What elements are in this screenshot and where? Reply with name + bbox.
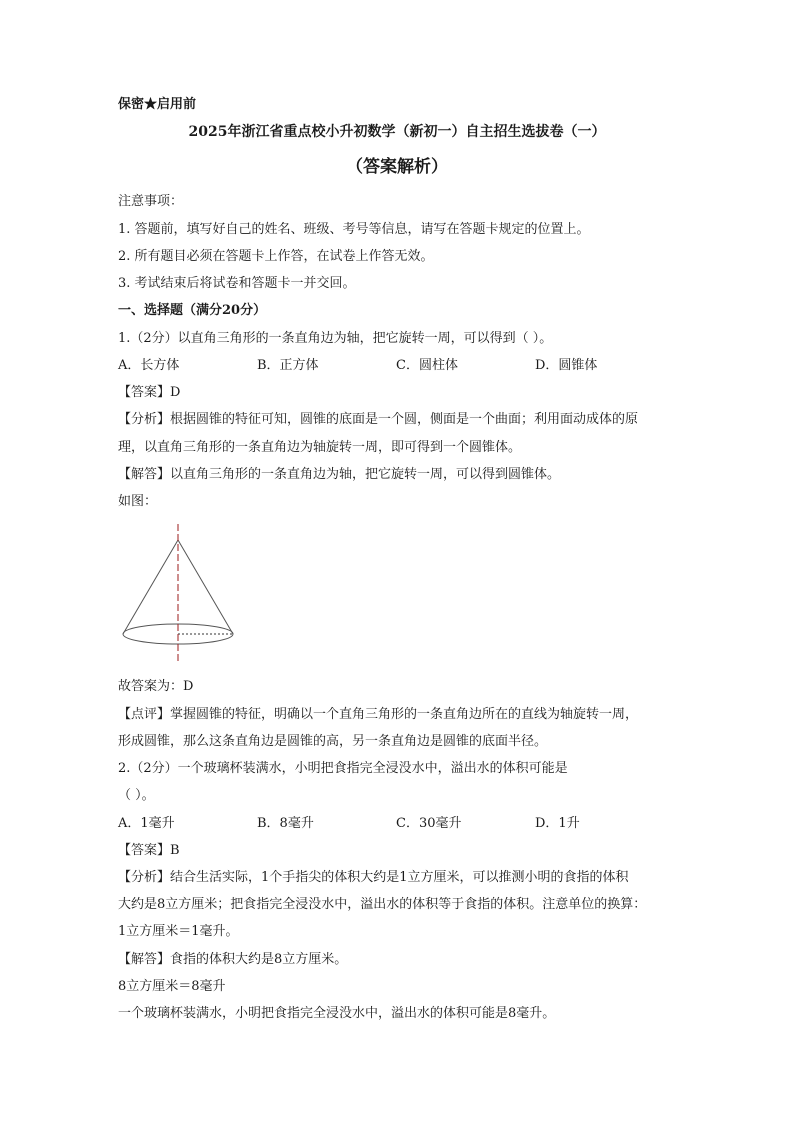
question-1-answer: 【答案】D <box>118 385 181 400</box>
cone-slant-left <box>123 540 178 634</box>
figure-label: 如图： <box>118 494 158 509</box>
option-c: C．30毫升 <box>396 816 462 831</box>
question-2-answer: 【答案】B <box>118 843 180 858</box>
option-b: B．正方体 <box>257 358 319 373</box>
question-1-analysis: 【分析】根据圆锥的特征可知，圆锥的底面是一个圆，侧面是一个曲面；利用面动成体的原 <box>118 412 639 427</box>
option-a: A．1毫升 <box>118 816 175 831</box>
question-1-stem: 1.（2分）以直角三角形的一条直角边为轴，把它旋转一周，可以得到（ ）。 <box>118 331 553 346</box>
cone-slant-right <box>178 540 233 634</box>
question-1-options <box>118 358 674 374</box>
question-1-solution: 【解答】以直角三角形的一条直角边为轴，把它旋转一周，可以得到圆锥体。 <box>118 467 561 482</box>
question-2-stem: 2.（2分）一个玻璃杯装满水，小明把食指完全浸没水中，溢出水的体积可能是 <box>118 761 568 776</box>
question-2-analysis: 1立方厘米＝1毫升。 <box>118 924 239 939</box>
question-2-solution: 一个玻璃杯装满水，小明把食指完全浸没水中，溢出水的体积可能是8毫升。 <box>118 1006 556 1021</box>
section-heading: 一、选择题（满分20分） <box>118 303 267 318</box>
option-d: D．1升 <box>535 816 580 831</box>
question-2-stem: （ ）。 <box>118 788 155 803</box>
option-d: D．圆锥体 <box>535 358 598 373</box>
question-1-conclusion: 故答案为：D <box>118 679 194 694</box>
note-item: 3. 考试结束后将试卷和答题卡一并交回。 <box>118 276 356 291</box>
note-item: 1. 答题前，填写好自己的姓名、班级、考号等信息，请写在答题卡规定的位置上。 <box>118 222 590 237</box>
question-2-solution: 8立方厘米＝8毫升 <box>118 979 226 994</box>
note-item: 2. 所有题目必须在答题卡上作答，在试卷上作答无效。 <box>118 249 434 264</box>
question-2-analysis: 【分析】结合生活实际，1个手指尖的体积大约是1立方厘米，可以推测小明的食指的体积 <box>118 870 629 885</box>
question-2-options <box>118 816 674 832</box>
option-c: C．圆柱体 <box>396 358 458 373</box>
notes-heading: 注意事项： <box>118 194 184 209</box>
option-a: A．长方体 <box>118 358 180 373</box>
question-1-comment: 形成圆锥，那么这条直角边是圆锥的高，另一条直角边是圆锥的底面半径。 <box>118 734 548 749</box>
question-1-comment: 【点评】掌握圆锥的特征，明确以一个直角三角形的一条直角边所在的直线为轴旋转一周， <box>118 707 639 722</box>
cone-figure <box>118 522 248 664</box>
confidential-label: 保密★启用前 <box>118 97 197 112</box>
option-b: B．8毫升 <box>257 816 314 831</box>
exam-title: 2025年浙江省重点校小升初数学（新初一）自主招生选拔卷（一） <box>188 124 606 140</box>
exam-subtitle: （答案解析） <box>346 157 448 177</box>
question-1-analysis: 理，以直角三角形的一条直角边为轴旋转一周，即可得到一个圆锥体。 <box>118 440 522 455</box>
question-2-solution: 【解答】食指的体积大约是8立方厘米。 <box>118 952 348 967</box>
question-2-analysis: 大约是8立方厘米；把食指完全浸没水中，溢出水的体积等于食指的体积。注意单位的换算： <box>118 897 647 912</box>
